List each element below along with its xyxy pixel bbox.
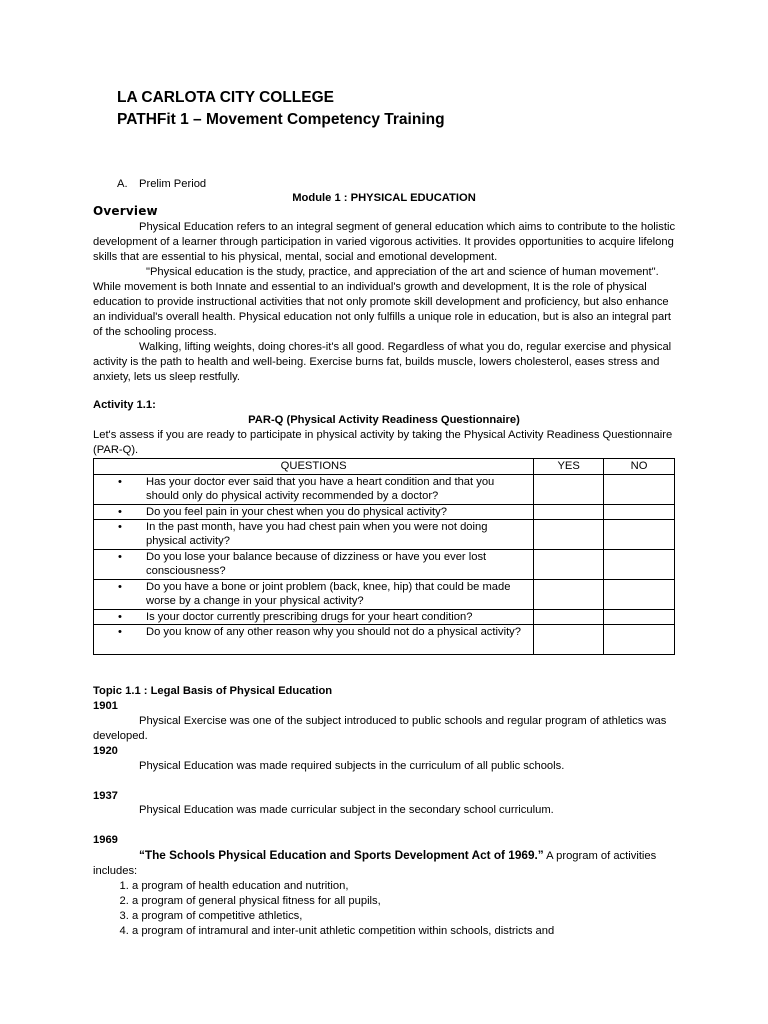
college-name: LA CARLOTA CITY COLLEGE [117, 89, 334, 106]
table-row [94, 505, 675, 520]
table-header-row [94, 459, 675, 475]
question-cell [94, 475, 534, 505]
question-text: Has your doctor ever said that you have a heart condition and that you should only do physical activity recommended by a doctor? [146, 476, 495, 502]
no-cell[interactable] [604, 505, 675, 520]
question-cell [94, 550, 534, 580]
table-row [94, 580, 675, 610]
year-description [93, 848, 678, 939]
yes-header: YES [534, 459, 604, 475]
year-label: 1920 [93, 745, 118, 757]
year-description [93, 803, 678, 818]
overview-paragraph: Physical Education refers to an integral segment of general education which aims to contribute to the holistic development of a learner through participation in varied vigorous activities. It provides opportunities to acquire lifelong skills that are essential to his physical, mental, social and emotional development. [93, 221, 676, 263]
year-label: 1969 [93, 834, 118, 846]
list-item: 1. a program of health education and nutrition, [132, 879, 678, 894]
table-row [94, 520, 675, 550]
parq-table [93, 458, 675, 655]
bullet-icon: • [118, 611, 122, 623]
question-text: Do you know of any other reason why you should not do a physical activity? [146, 626, 521, 638]
questions-header: QUESTIONS [94, 459, 534, 475]
year-text: Physical Education was made curricular subject in the secondary school curriculum. [139, 804, 554, 816]
period-label: Prelim Period [139, 178, 207, 190]
list-item: 3. a program of competitive athletics, [132, 909, 678, 924]
period-marker: A. [117, 178, 128, 190]
no-cell[interactable] [604, 610, 675, 625]
year-description [93, 714, 678, 744]
yes-cell[interactable] [534, 550, 604, 580]
act-title: “The Schools Physical Education and Sports Development Act of 1969.” [139, 848, 544, 862]
year-description [93, 759, 678, 774]
overview-paragraph: Walking, lifting weights, doing chores-it's all good. Regardless of what you do, regular exercise and physical activity is the path to health and well-being. Exercise burns fat, builds muscle, lowers cholesterol, eases stress and anxiety, lets us sleep restfully. [93, 341, 672, 383]
year-text: Physical Exercise was one of the subject introduced to public schools and regular program of athletics was developed. [93, 715, 667, 742]
yes-cell[interactable] [534, 580, 604, 610]
table-row [94, 610, 675, 625]
yes-cell[interactable] [534, 520, 604, 550]
question-cell [94, 610, 534, 625]
overview-paragraph: "Physical education is the study, practice, and appreciation of the art and science of human movement". While movement is both Innate and essential to an individual's growth and development, It is the role of physical education to provide instructional activities that not only promote skill development and proficiency, but also enhance an individual's overall health. Physical education not only fulfills a unique role in education, but is also an integral part of the schooling process. [93, 266, 672, 338]
course-title: PATHFit 1 – Movement Competency Training [117, 111, 445, 128]
list-item: 4. a program of intramural and inter-unit athletic competition within schools, districts and [132, 924, 678, 939]
no-header: NO [604, 459, 675, 475]
table-row [94, 625, 675, 655]
year-text: Physical Education was made required subjects in the curriculum of all public schools. [139, 760, 565, 772]
overview-heading: Overview [93, 204, 158, 218]
no-cell[interactable] [604, 625, 675, 655]
question-text: Do you have a bone or joint problem (back, knee, hip) that could be made worse by a change in your physical activity? [146, 581, 511, 607]
activity-intro: Let's assess if you are ready to participate in physical activity by taking the Physical Activity Readiness Questionnaire (PAR-Q). [93, 429, 673, 456]
table-row [94, 550, 675, 580]
year-text: A program of activities includes: [93, 850, 657, 877]
yes-cell[interactable] [534, 505, 604, 520]
no-cell[interactable] [604, 580, 675, 610]
bullet-icon: • [118, 581, 122, 593]
bullet-icon: • [118, 551, 122, 563]
bullet-icon: • [118, 626, 122, 638]
no-cell[interactable] [604, 520, 675, 550]
question-text: Do you feel pain in your chest when you do physical activity? [146, 506, 447, 518]
yes-cell[interactable] [534, 610, 604, 625]
question-text: In the past month, have you had chest pain when you were not doing physical activity? [146, 521, 488, 547]
list-item: 2. a program of general physical fitness for all pupils, [132, 894, 678, 909]
question-cell [94, 505, 534, 520]
year-label: 1901 [93, 700, 118, 712]
table-row [94, 475, 675, 505]
program-list [93, 879, 678, 939]
year-label: 1937 [93, 790, 118, 802]
question-text: Do you lose your balance because of dizziness or have you ever lost consciousness? [146, 551, 487, 577]
no-cell[interactable] [604, 475, 675, 505]
overview-body [93, 220, 678, 385]
question-cell [94, 625, 534, 655]
yes-cell[interactable] [534, 475, 604, 505]
question-cell [94, 520, 534, 550]
no-cell[interactable] [604, 550, 675, 580]
module-title: Module 1 : PHYSICAL EDUCATION [292, 192, 476, 204]
bullet-icon: • [118, 506, 122, 518]
question-text: Is your doctor currently prescribing drugs for your heart condition? [146, 611, 473, 623]
bullet-icon: • [118, 476, 122, 488]
bullet-icon: • [118, 521, 122, 533]
activity-label: Activity 1.1: [93, 399, 156, 411]
topic-title: Topic 1.1 : Legal Basis of Physical Education [93, 685, 333, 697]
yes-cell[interactable] [534, 625, 604, 655]
question-cell [94, 580, 534, 610]
activity-title: PAR-Q (Physical Activity Readiness Questionnaire) [248, 414, 520, 426]
